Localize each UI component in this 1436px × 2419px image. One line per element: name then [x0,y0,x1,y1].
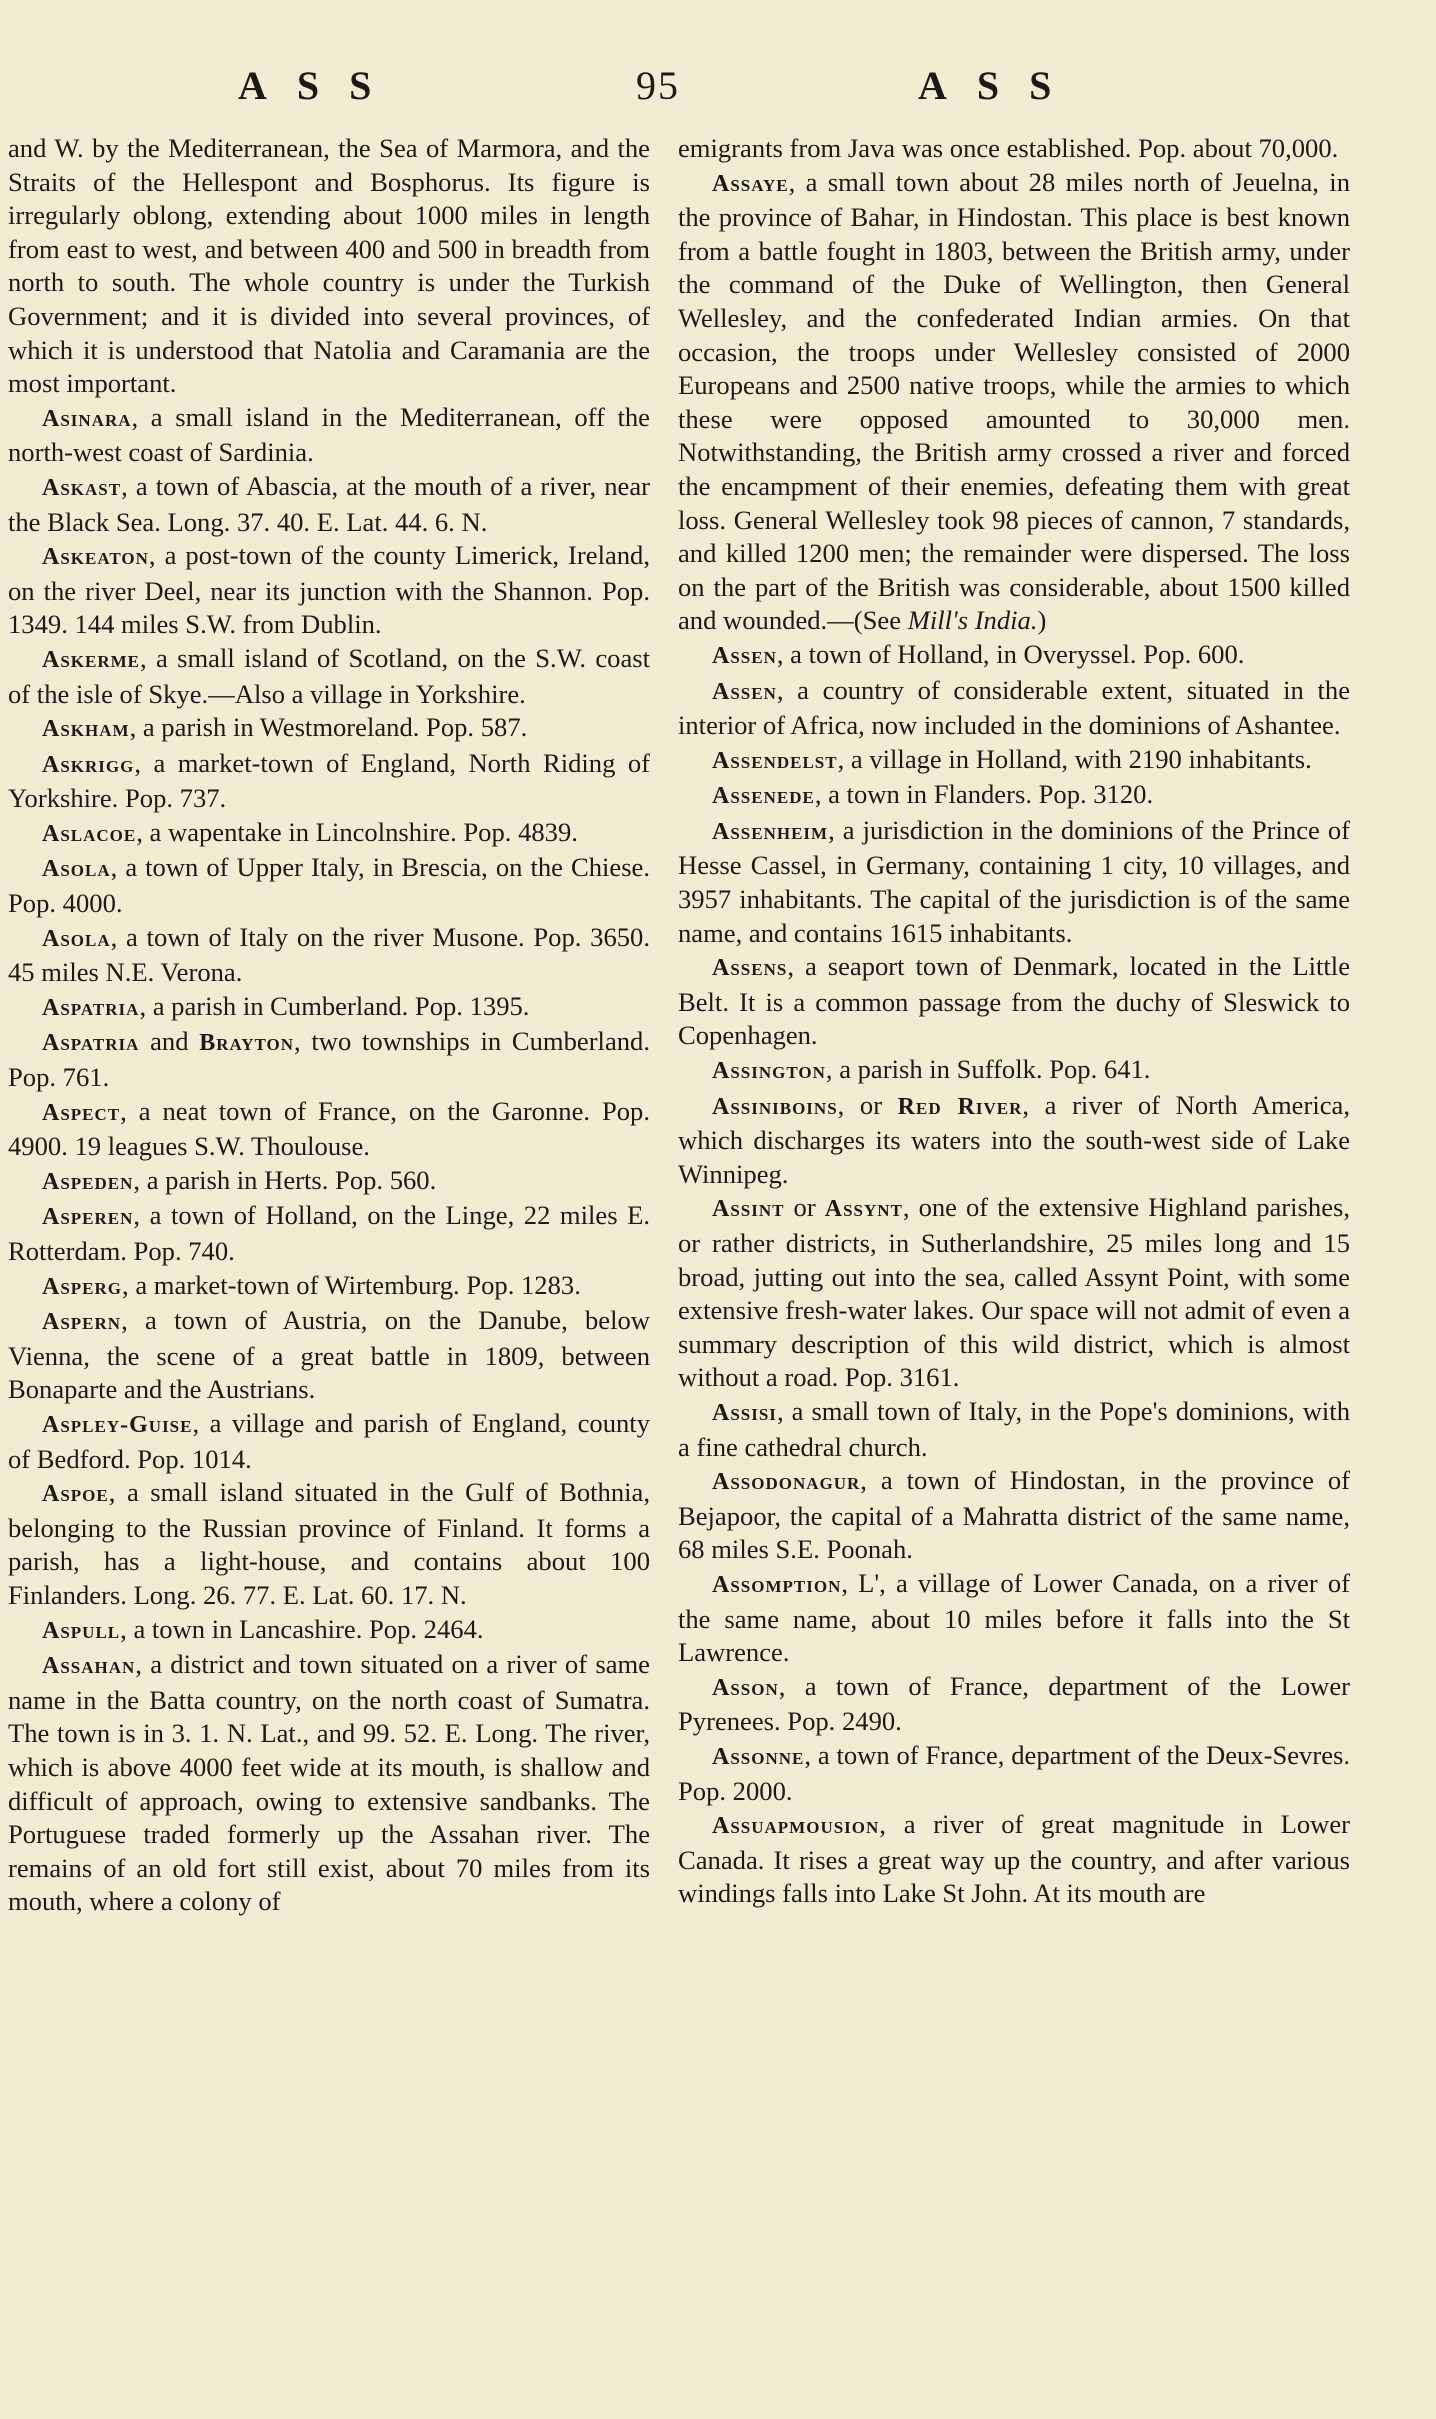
gazetteer-entry [678,1191,1350,1395]
entry-headword: Assaye [712,170,789,197]
entry-headword: Askerme [42,646,141,673]
page-number: 95 [636,63,680,108]
gazetteer-entry [678,1089,1350,1192]
entry-headword: Askast [42,474,122,501]
entry-headword: Assynt [824,1196,903,1223]
entry-headword: Aspatria [42,994,140,1021]
entry-headword: Askham [42,716,130,743]
entry-text: , a town of Upper Italy, in Brescia, on the Chiese. Pop. 4000. [8,852,650,919]
gazetteer-entry [678,950,1350,1053]
gazetteer-entry [8,1164,650,1200]
entry-headword: Aspern [42,1309,122,1336]
entry-headword: Asperen [42,1204,134,1231]
entry-text: emigrants from Java was once established. Pop. about 70,000. [678,133,1339,163]
gazetteer-entry [8,1025,650,1094]
entry-headword: Assenede [712,783,815,810]
entry-text: , a town in Flanders. Pop. 3120. [814,779,1154,810]
entry-text: , a market-town of England, North Riding of Yorkshire. Pop. 737. [8,747,650,814]
entry-text: ) [1037,605,1047,636]
entry-headword: Aspley-Guise [42,1411,193,1438]
entry-text: , a market-town of Wirtemburg. Pop. 1283. [122,1269,581,1300]
gazetteer-entry [8,401,650,470]
entry-text: , a small town about 28 miles north of Jeuelna, in the province of Bahar, in Hindostan. This place is best known from a battle fought in 1803, between the British army, under the command of the Duke of Wellington, then General Wellesley, and the confederated Indian armies. On that occasion, the troops under Wellesley consisted of 2000 Europeans and 2500 native troops, while the armies to which these were opposed amounted to 30,000 men. Notwithstanding, the British army crossed a river and forced the encampment of their enemies, defeating them with great loss. General Wellesley took 98 pieces of cannon, 7 standards, and killed 1200 men; the remainder were dispersed. The loss on the part of the British was considerable, about 1500 killed and wounded.—(See [678,166,1350,636]
entry-headword: Assisi [712,1399,777,1426]
entry-headword: Assen [712,642,777,669]
entry-text: and W. by the Mediterranean, the Sea of Marmora, and the Straits of the Hellespont and Bosphorus. Its figure is irregularly oblong, extending about 1000 miles in length from east to west, and between 400 and 500 in breadth from north to south. The whole country is under the Turkish Government; and it is divided into several provinces, of which it is understood that Natolia and Caramania are the most important. [8,133,650,399]
entry-text: , a town of Italy on the river Musone. Pop. 3650. 45 miles N.E. Verona. [8,921,650,988]
right-column [678,132,1350,1911]
entry-text: , a river of North America, which discharges its waters into the south-west side of Lake Winnipeg. [678,1089,1350,1189]
entry-headword: Aspect [42,1099,121,1126]
entry-text: or [784,1192,825,1223]
entry-text: , a town of Hindostan, in the province of Bejapoor, the capital of a Mahratta district of the same name, 68 miles S.E. Poonah. [678,1465,1350,1565]
entry-headword: Assomption [712,1571,842,1598]
entry-text: , a small town of Italy, in the Pope's dominions, with a fine cathedral church. [678,1395,1350,1462]
entry-text: , a town of Austria, on the Danube, below Vienna, the scene of a great battle in 1809, between Bonaparte and the Austrians. [8,1305,650,1405]
gazetteer-entry [8,1648,650,1919]
entry-headword: Assington [712,1058,826,1085]
entry-text: , a small island situated in the Gulf of Bothnia, belonging to the Russian province of Finland. It forms a parish, has a light-house, and contains about 100 Finlanders. Long. 26. 77. E. Lat. 60. 17. N. [8,1477,650,1610]
entry-text: , L', a village of Lower Canada, on a river of the same name, about 10 miles before it falls into the St Lawrence. [678,1567,1350,1668]
entry-headword: Askrigg [42,751,135,778]
entry-text: , a river of great magnitude in Lower Canada. It rises a great way up the country, and after various windings falls into Lake St John. At its mouth are [678,1809,1350,1909]
entry-text: , a neat town of France, on the Garonne. Pop. 4900. 19 leagues S.W. Thoulouse. [8,1095,650,1162]
entry-headword: Assen [712,678,777,705]
gazetteer-entry [8,921,650,990]
gazetteer-entry [678,1808,1350,1911]
entry-headword: Aspull [42,1617,121,1644]
header-right-catchword: ASS [918,63,1082,108]
entry-headword: Assenheim [712,818,829,845]
entry-text: , a village and parish of England, county of Bedford. Pop. 1014. [8,1407,650,1474]
entry-text: , a country of considerable extent, situated in the interior of Africa, now included in the dominions of Ashantee. [678,674,1350,741]
gazetteer-entry [8,990,650,1026]
entry-headword: Assens [712,955,788,982]
entry-headword: Assodonagur [712,1469,861,1496]
entry-headword: Aspeden [42,1168,134,1195]
entry-text: , a small island in the Mediterranean, off the north-west coast of Sardinia. [8,401,650,468]
gazetteer-entry [8,747,650,816]
running-header [0,62,1436,122]
gazetteer-entry [678,1739,1350,1808]
entry-text: , a town of Holland, in Overyssel. Pop. 600. [776,638,1245,669]
gazetteer-entry [8,1476,650,1612]
gazetteer-entry [8,642,650,711]
entry-headword: Assuapmousion [712,1813,880,1840]
entry-text: , a town of France, department of the Deux-Sevres. Pop. 2000. [678,1739,1350,1806]
gazetteer-entry [678,132,1350,166]
entry-text: , a post-town of the county Limerick, Ireland, on the river Deel, near its junction with the Shannon. Pop. 1349. 144 miles S.W. from Dublin. [8,540,650,640]
gazetteer-entry [678,1395,1350,1464]
entry-headword: Assahan [42,1653,136,1680]
gazetteer-entry [8,539,650,642]
gazetteer-entry [678,1567,1350,1670]
entry-text: , a town in Lancashire. Pop. 2464. [120,1613,484,1644]
entry-headword: Assonne [712,1743,805,1770]
entry-headword: Assint [712,1196,785,1223]
gazetteer-entry [678,778,1350,814]
gazetteer-entry [678,1464,1350,1567]
entry-text: , a town of Abascia, at the mouth of a river, near the Black Sea. Long. 37. 40. E. Lat. 44. 6. N. [8,470,650,537]
entry-text: , a town of France, department of the Lower Pyrenees. Pop. 2490. [678,1670,1350,1737]
entry-text: , one of the extensive Highland parishes, or rather districts, in Sutherlandshire, 25 miles long and 15 broad, jutting out into the sea, called Assynt Point, with some extensive fresh-water lakes. Our space will not admit of even a summary description of this wild district, which is almost without a road. Pop. 3161. [678,1192,1351,1393]
entry-headword: Asola [42,856,111,883]
gazetteer-entry [678,638,1350,674]
gazetteer-entry [678,674,1350,743]
entry-headword: Red River [897,1093,1023,1120]
entry-headword: Assiniboins [712,1093,838,1120]
gazetteer-entry [8,851,650,920]
entry-text: , a wapentake in Lincolnshire. Pop. 4839. [136,816,578,847]
entry-text: , two townships in Cumberland. Pop. 761. [8,1026,650,1093]
entry-headword: Asola [42,925,111,952]
gazetteer-entry [678,166,1350,638]
entry-headword: Asinara [42,405,132,432]
entry-headword: Askeaton [42,544,149,571]
entry-citation: Mill's India. [907,605,1038,636]
left-column [8,132,650,1919]
gazetteer-entry [678,1670,1350,1739]
gazetteer-entry [8,132,650,401]
entry-text: , a parish in Suffolk. Pop. 641. [825,1054,1151,1085]
entry-headword: Aspatria [42,1030,140,1057]
entry-text: , a parish in Cumberland. Pop. 1395. [139,990,530,1021]
entry-text: , a seaport town of Denmark, located in the Little Belt. It is a common passage from the duchy of Sleswick to Copenhagen. [678,951,1350,1051]
entry-headword: Brayton [199,1030,295,1057]
entry-text: and [139,1026,200,1057]
gazetteer-entry [8,711,650,747]
entry-headword: Aslacoe [42,820,137,847]
gazetteer-entry [8,470,650,539]
entry-headword: Assendelst [712,747,838,774]
entry-text: , a jurisdiction in the dominions of the Prince of Hesse Cassel, in Germany, containing 1 city, 10 villages, and 3957 inhabitants. The capital of the jurisdiction is of the same name, and contains 1615 inhabitants. [678,814,1350,948]
entry-text: , a parish in Herts. Pop. 560. [133,1164,437,1195]
entry-text: , a parish in Westmoreland. Pop. 587. [129,712,528,743]
gazetteer-entry [678,1053,1350,1089]
gazetteer-entry [8,816,650,852]
gazetteer-entry [8,1304,650,1407]
entry-text: , a village in Holland, with 2190 inhabitants. [837,743,1312,774]
entry-headword: Aspoe [42,1481,109,1508]
gazetteer-entry [8,1095,650,1164]
gazetteer-entry [678,743,1350,779]
gazetteer-entry [8,1269,650,1305]
gazetteer-entry [678,814,1350,950]
gazetteer-entry [8,1199,650,1268]
gazetteer-entry [8,1613,650,1649]
entry-headword: Asson [712,1674,779,1701]
entry-text: , a district and town situated on a river of same name in the Batta country, on the north coast of Sumatra. The town is in 3. 1. N. Lat., and 99. 52. E. Long. The river, which is above 4000 feet wide at its mouth, is shallow and difficult of approach, owing to extensive sandbanks. The Portuguese traded formerly up the Assahan river. The remains of an old fort still exist, about 70 miles from its mouth, where a colony of [8,1649,650,1917]
entry-text: , a small island of Scotland, on the S.W. coast of the isle of Skye.—Also a village in Yorkshire. [8,642,650,709]
entry-text: , a town of Holland, on the Linge, 22 miles E. Rotterdam. Pop. 740. [8,1200,650,1266]
header-left-catchword: ASS [238,63,402,108]
entry-headword: Asperg [42,1273,123,1300]
gazetteer-entry [8,1407,650,1476]
entry-text: , or [837,1089,898,1120]
